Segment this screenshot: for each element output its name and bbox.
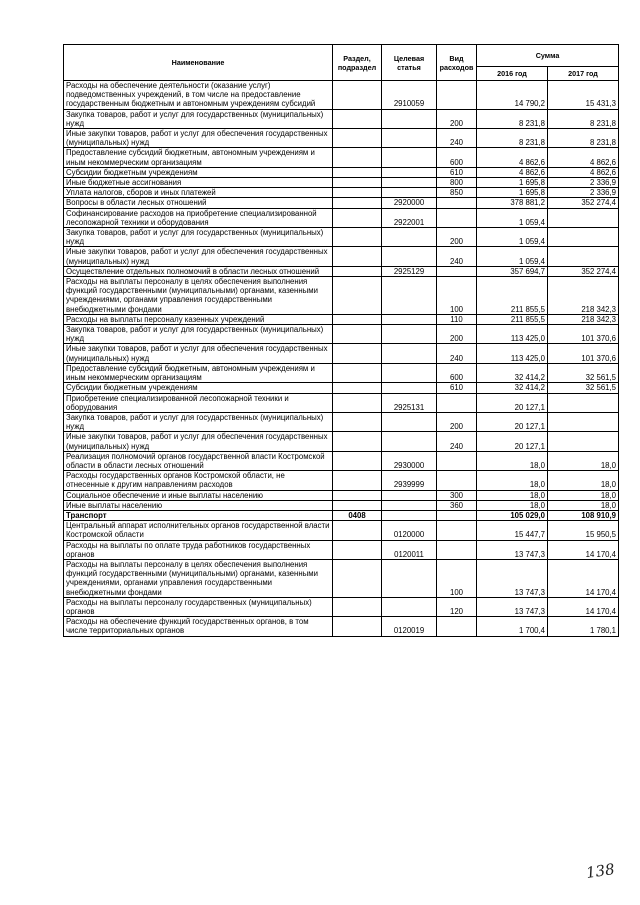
cell-name: Иные закупки товаров, работ и услуг для обеспечения государственных (муниципальных) нужд [64,129,333,148]
table-row [64,471,619,490]
cell-section [333,247,382,266]
cell-name: Осуществление отдельных полномочий в области лесных отношений [64,266,333,276]
table-row [64,129,619,148]
cell-target [382,178,437,188]
cell-target [382,363,437,382]
cell-sum-2016: 211 855,5 [477,277,548,315]
table-row [64,188,619,198]
cell-target [382,167,437,177]
cell-target: 0120019 [382,617,437,636]
header-year-2017: 2017 год [548,67,619,81]
cell-sum-2017: 218 342,3 [548,314,619,324]
cell-type: 200 [437,412,477,431]
cell-type: 850 [437,188,477,198]
cell-section [333,228,382,247]
cell-name: Расходы на выплаты персоналу в целях обеспечения выполнения функций государственными (муниципальными) органами, казенными учреждениями, органами управления государственными внебюджетными фондами [64,559,333,597]
cell-target: 2939999 [382,471,437,490]
cell-sum-2017 [548,412,619,431]
cell-sum-2016: 1 695,8 [477,178,548,188]
header-target: Целевая статья [382,45,437,81]
cell-name: Закупка товаров, работ и услуг для государственных (муниципальных) нужд [64,325,333,344]
cell-target: 0120000 [382,521,437,540]
cell-sum-2016: 211 855,5 [477,314,548,324]
header-type: Вид расходов [437,45,477,81]
cell-target [382,148,437,167]
cell-section [333,559,382,597]
cell-section [333,617,382,636]
header-year-2016: 2016 год [477,67,548,81]
cell-sum-2017: 18,0 [548,500,619,510]
cell-sum-2017: 352 274,4 [548,198,619,208]
table-row [64,393,619,412]
cell-sum-2016: 14 790,2 [477,81,548,110]
cell-sum-2016: 20 127,1 [477,393,548,412]
cell-sum-2016: 18,0 [477,500,548,510]
cell-sum-2017: 14 170,4 [548,540,619,559]
cell-sum-2016: 20 127,1 [477,432,548,451]
cell-target: 2925131 [382,393,437,412]
cell-section [333,167,382,177]
cell-sum-2017: 4 862,6 [548,167,619,177]
cell-section [333,383,382,393]
cell-sum-2017: 101 370,6 [548,344,619,363]
cell-section [333,129,382,148]
table-row [64,266,619,276]
cell-sum-2017 [548,228,619,247]
cell-sum-2017: 18,0 [548,490,619,500]
cell-target [382,597,437,616]
cell-target [382,277,437,315]
table-row [64,490,619,500]
cell-name: Закупка товаров, работ и услуг для государственных (муниципальных) нужд [64,109,333,128]
cell-sum-2016: 13 747,3 [477,597,548,616]
cell-section [333,344,382,363]
cell-type [437,198,477,208]
cell-type: 600 [437,148,477,167]
cell-name: Центральный аппарат исполнительных органов государственной власти Костромской области [64,521,333,540]
cell-target: 2910059 [382,81,437,110]
cell-sum-2017: 18,0 [548,471,619,490]
cell-type [437,81,477,110]
cell-section [333,597,382,616]
cell-target: 2920000 [382,198,437,208]
cell-type: 200 [437,109,477,128]
cell-sum-2016: 18,0 [477,490,548,500]
cell-section [333,500,382,510]
cell-name: Закупка товаров, работ и услуг для государственных (муниципальных) нужд [64,412,333,431]
cell-target [382,412,437,431]
table-row [64,109,619,128]
page-number: 138 [584,860,616,882]
cell-section [333,490,382,500]
table-row [64,540,619,559]
table-row [64,344,619,363]
cell-name: Иные закупки товаров, работ и услуг для обеспечения государственных (муниципальных) нужд [64,432,333,451]
cell-target [382,129,437,148]
cell-section [333,363,382,382]
cell-sum-2017 [548,208,619,227]
cell-name: Расходы на обеспечение деятельности (оказание услуг) подведомственных учреждений, в том числе на предоставление государственным бюджетным и автономным учреждениям субсидий [64,81,333,110]
cell-name: Расходы на выплаты персоналу казенных учреждений [64,314,333,324]
cell-target: 2930000 [382,451,437,470]
cell-section [333,393,382,412]
table-row [64,432,619,451]
cell-sum-2017 [548,432,619,451]
cell-type: 110 [437,314,477,324]
cell-type: 240 [437,432,477,451]
cell-section [333,471,382,490]
table-row [64,81,619,110]
cell-sum-2016: 13 747,3 [477,559,548,597]
cell-sum-2016: 8 231,8 [477,129,548,148]
cell-section [333,198,382,208]
cell-section [333,266,382,276]
table-row [64,383,619,393]
cell-name: Приобретение специализированной лесопожарной техники и оборудования [64,393,333,412]
cell-sum-2016: 4 862,6 [477,148,548,167]
cell-type [437,521,477,540]
cell-type: 200 [437,325,477,344]
cell-section [333,178,382,188]
cell-sum-2016: 1 695,8 [477,188,548,198]
cell-sum-2017: 352 274,4 [548,266,619,276]
cell-sum-2017: 108 910,9 [548,510,619,520]
cell-type [437,617,477,636]
table-row [64,178,619,188]
cell-target [382,188,437,198]
cell-section [333,521,382,540]
cell-name: Субсидии бюджетным учреждениям [64,167,333,177]
cell-sum-2017: 2 336,9 [548,178,619,188]
table-row [64,167,619,177]
cell-section [333,451,382,470]
cell-sum-2016: 32 414,2 [477,363,548,382]
cell-section [333,277,382,315]
table-row [64,228,619,247]
table-row [64,617,619,636]
cell-sum-2017: 101 370,6 [548,325,619,344]
cell-section [333,188,382,198]
cell-sum-2017: 15 950,5 [548,521,619,540]
cell-type: 300 [437,490,477,500]
cell-sum-2016: 1 059,4 [477,247,548,266]
cell-sum-2017: 32 561,5 [548,383,619,393]
table-row [64,597,619,616]
cell-type: 200 [437,228,477,247]
cell-name: Расходы на выплаты персоналу государственных (муниципальных) органов [64,597,333,616]
cell-sum-2017: 18,0 [548,451,619,470]
cell-name: Иные бюджетные ассигнования [64,178,333,188]
cell-target [382,432,437,451]
cell-sum-2017: 218 342,3 [548,277,619,315]
table-row [64,208,619,227]
cell-type [437,393,477,412]
cell-sum-2016: 113 425,0 [477,344,548,363]
cell-type: 610 [437,383,477,393]
cell-name: Расходы на выплаты по оплате труда работников государственных органов [64,540,333,559]
cell-sum-2016: 1 059,4 [477,208,548,227]
cell-type: 600 [437,363,477,382]
cell-sum-2016: 113 425,0 [477,325,548,344]
cell-name: Расходы на обеспечение функций государственных органов, в том числе территориальных органов [64,617,333,636]
cell-sum-2016: 18,0 [477,451,548,470]
cell-sum-2017: 4 862,6 [548,148,619,167]
cell-target: 2925129 [382,266,437,276]
cell-sum-2016: 1 700,4 [477,617,548,636]
table-row [64,277,619,315]
table-row [64,148,619,167]
cell-type [437,510,477,520]
cell-sum-2016: 357 694,7 [477,266,548,276]
cell-section [333,432,382,451]
cell-type: 240 [437,247,477,266]
cell-sum-2016: 8 231,8 [477,109,548,128]
cell-sum-2016: 15 447,7 [477,521,548,540]
cell-type: 240 [437,129,477,148]
cell-type: 120 [437,597,477,616]
cell-sum-2016: 32 414,2 [477,383,548,393]
cell-sum-2017: 1 780,1 [548,617,619,636]
table-row [64,247,619,266]
cell-target [382,344,437,363]
cell-name: Уплата налогов, сборов и иных платежей [64,188,333,198]
budget-table [63,44,619,637]
cell-name: Транспорт [64,510,333,520]
cell-name: Реализация полномочий органов государственной власти Костромской области в области лесных отношений [64,451,333,470]
table-row [64,451,619,470]
cell-target [382,383,437,393]
table-row [64,412,619,431]
cell-sum-2017: 32 561,5 [548,363,619,382]
table-row [64,314,619,324]
table-row [64,363,619,382]
cell-type: 360 [437,500,477,510]
cell-section [333,412,382,431]
cell-name: Софинансирование расходов на приобретение специализированной лесопожарной техники и оборудования [64,208,333,227]
cell-sum-2017: 14 170,4 [548,597,619,616]
cell-type [437,451,477,470]
cell-section [333,325,382,344]
cell-section: 0408 [333,510,382,520]
cell-sum-2017: 2 336,9 [548,188,619,198]
header-section: Раздел, подраздел [333,45,382,81]
cell-type: 610 [437,167,477,177]
cell-target [382,314,437,324]
cell-section [333,148,382,167]
table-row [64,559,619,597]
cell-target [382,247,437,266]
table-row [64,198,619,208]
cell-sum-2017: 14 170,4 [548,559,619,597]
cell-section [333,314,382,324]
cell-type: 100 [437,559,477,597]
cell-type [437,540,477,559]
cell-sum-2017: 8 231,8 [548,109,619,128]
cell-target [382,559,437,597]
cell-type [437,471,477,490]
table-row [64,521,619,540]
table-row [64,500,619,510]
header-name: Наименование [64,45,333,81]
cell-target [382,500,437,510]
cell-section [333,109,382,128]
cell-section [333,81,382,110]
cell-name: Расходы государственных органов Костромской области, не отнесенные к другим направлениям расходов [64,471,333,490]
table-row [64,510,619,520]
cell-name: Предоставление субсидий бюджетным, автономным учреждениям и иным некоммерческим организациям [64,363,333,382]
cell-name: Предоставление субсидий бюджетным, автономным учреждениям и иным некоммерческим организациям [64,148,333,167]
cell-name: Субсидии бюджетным учреждениям [64,383,333,393]
cell-name: Иные выплаты населению [64,500,333,510]
cell-target [382,228,437,247]
cell-type: 800 [437,178,477,188]
cell-name: Иные закупки товаров, работ и услуг для обеспечения государственных (муниципальных) нужд [64,344,333,363]
cell-target [382,109,437,128]
cell-sum-2016: 4 862,6 [477,167,548,177]
cell-sum-2016: 1 059,4 [477,228,548,247]
cell-type: 100 [437,277,477,315]
cell-name: Закупка товаров, работ и услуг для государственных (муниципальных) нужд [64,228,333,247]
cell-sum-2016: 13 747,3 [477,540,548,559]
cell-sum-2017 [548,393,619,412]
cell-section [333,208,382,227]
cell-target [382,490,437,500]
cell-sum-2016: 105 029,0 [477,510,548,520]
cell-sum-2016: 18,0 [477,471,548,490]
cell-type [437,208,477,227]
cell-sum-2016: 20 127,1 [477,412,548,431]
cell-name: Расходы на выплаты персоналу в целях обеспечения выполнения функций государственными (муниципальными) органами, казенными учреждениями, органами управления государственными внебюджетными фондами [64,277,333,315]
cell-sum-2017: 8 231,8 [548,129,619,148]
cell-name: Вопросы в области лесных отношений [64,198,333,208]
table-row [64,325,619,344]
cell-target [382,510,437,520]
cell-section [333,540,382,559]
cell-sum-2017: 15 431,3 [548,81,619,110]
header-sum: Сумма [477,45,619,67]
cell-target [382,325,437,344]
cell-name: Иные закупки товаров, работ и услуг для обеспечения государственных (муниципальных) нужд [64,247,333,266]
cell-name: Социальное обеспечение и иные выплаты населению [64,490,333,500]
cell-target: 2922001 [382,208,437,227]
cell-sum-2017 [548,247,619,266]
cell-sum-2016: 378 881,2 [477,198,548,208]
cell-type: 240 [437,344,477,363]
cell-type [437,266,477,276]
cell-target: 0120011 [382,540,437,559]
